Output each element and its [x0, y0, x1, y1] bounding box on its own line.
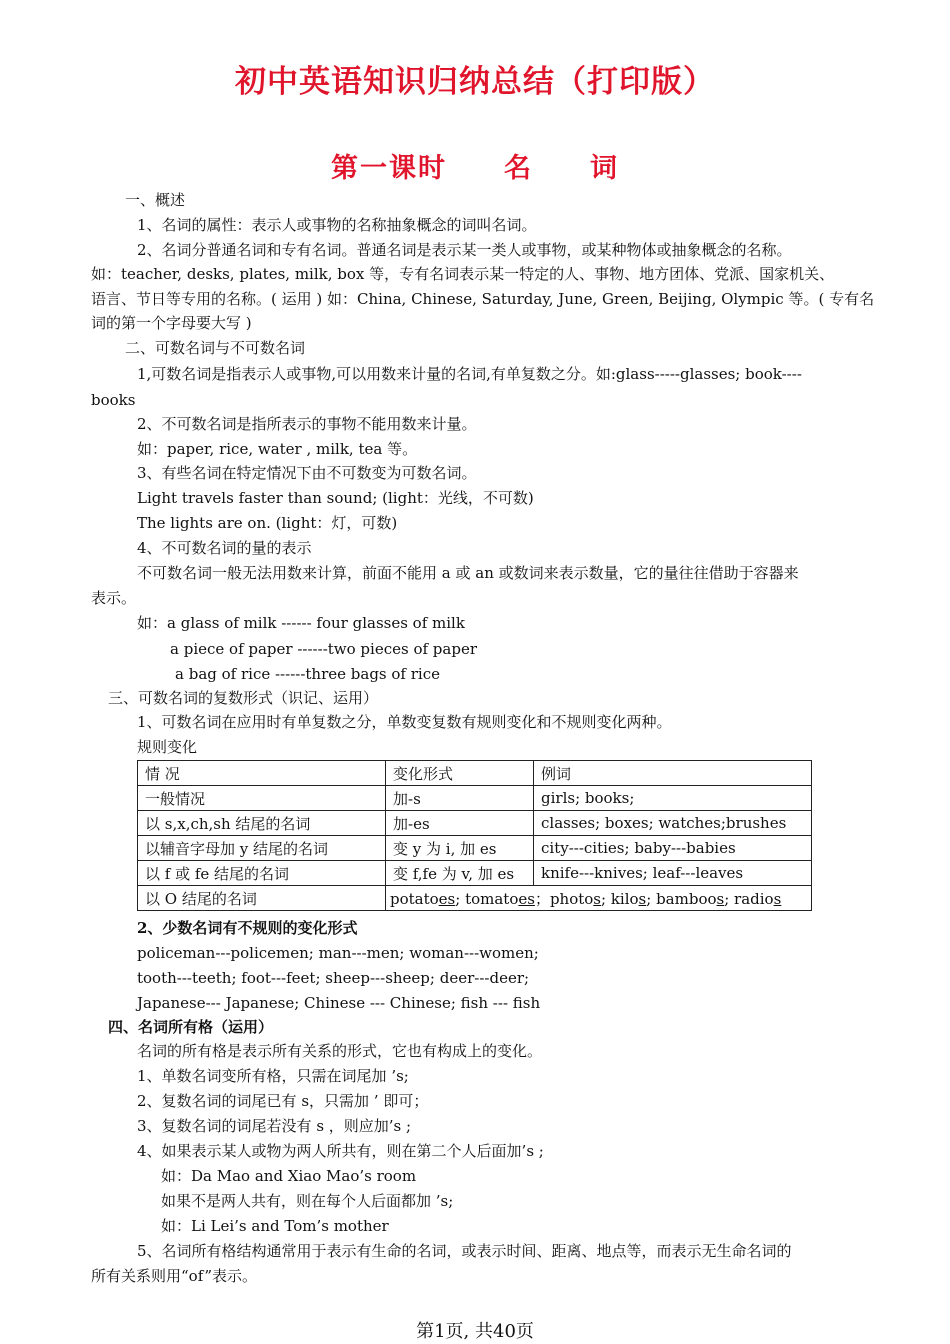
example-line: tooth---teeth; foot---feet; sheep---sheep; deer---deer;	[137, 969, 530, 987]
paragraph-line: 2、不可数名词是指所表示的事物不能用数来计量。	[137, 415, 477, 433]
example-word: ; kilo	[601, 889, 639, 908]
example-line: Light travels faster than sound; (light：光线，不可数)	[137, 489, 534, 507]
example-line: policeman---policemen; man---men; woman---women;	[137, 944, 539, 962]
paragraph-line: 1、单数名词变所有格，只需在词尾加 ’s;	[137, 1067, 409, 1085]
paragraph-line: 名词的所有格是表示所有关系的形式，它也有构成上的变化。	[137, 1042, 543, 1060]
table-cell: 以 f 或 fe 结尾的名词	[138, 861, 386, 886]
paragraph-line: 2、名词分普通名词和专有名词。普通名词是表示某一类人或事物，或某种物体或抽象概念的名称。	[137, 241, 792, 259]
table-row	[138, 836, 812, 861]
table-cell: 变 y 为 i, 加 es	[386, 836, 534, 861]
table-header-cell: 例词	[534, 761, 812, 786]
paragraph-line: 所有关系则用“of”表示。	[91, 1267, 258, 1285]
example-line: a bag of rice ------three bags of rice	[175, 665, 440, 683]
table-cell: 一般情况	[138, 786, 386, 811]
table-cell: 以 s,x,ch,sh 结尾的名词	[138, 811, 386, 836]
table-row	[138, 811, 812, 836]
plural-suffix: s	[593, 889, 601, 908]
section-heading: 一、概述	[125, 191, 186, 209]
example-line: The lights are on. (light：灯，可数)	[137, 514, 398, 532]
table-cell: 加-s	[386, 786, 534, 811]
table-row	[138, 861, 812, 886]
lesson-title: 第一课时 名 词	[331, 153, 619, 184]
table-cell: 变 f,fe 为 v, 加 es	[386, 861, 534, 886]
table-header-cell: 变化形式	[386, 761, 534, 786]
example-word: ; radio	[724, 889, 774, 908]
plural-suffix: es	[438, 889, 456, 908]
table-header-cell: 情 况	[138, 761, 386, 786]
paragraph-line: 4、如果表示某人或物为两人所共有，则在第二个人后面加’s ;	[137, 1142, 544, 1160]
paragraph-line: 3、复数名词的词尾若没有 s ，则应加’s ;	[137, 1117, 412, 1135]
plural-suffix: s	[638, 889, 647, 908]
paragraph-line: 1、名词的属性：表示人或事物的名称抽象概念的词叫名词。	[137, 216, 537, 234]
plural-suffix: es	[518, 889, 535, 908]
section-heading: 二、可数名词与不可数名词	[125, 339, 306, 357]
table-cell: 以 O 结尾的名词	[138, 886, 386, 911]
paragraph-line: 2、复数名词的词尾已有 s，只需加 ’ 即可；	[137, 1092, 429, 1110]
table-cell: girls; books;	[534, 786, 812, 811]
plural-rules-table	[137, 760, 812, 911]
example-line: Japanese--- Japanese; Chinese --- Chinese; fish --- fish	[137, 994, 541, 1012]
table-row	[138, 786, 812, 811]
example-word: ; bamboo	[646, 889, 717, 908]
paragraph-line: 1、可数名词在应用时有单复数之分，单数变复数有规则变化和不规则变化两种。	[137, 713, 672, 731]
paragraph-line: 词的第一个字母要大写 )	[91, 314, 252, 332]
table-header-row	[138, 761, 812, 786]
page-number: 第1页, 共40页	[416, 1321, 534, 1342]
paragraph-line: books	[91, 391, 136, 409]
paragraph-line: 1,可数名词是指表示人或事物,可以用数来计量的名词,有单复数之分。如:glass-----glasses; book----	[137, 365, 802, 383]
example-word: ; tomato	[455, 889, 519, 908]
table-caption: 规则变化	[137, 738, 198, 756]
example-word: ；photo	[534, 889, 594, 908]
paragraph-line: 2、少数名词有不规则的变化形式	[137, 919, 358, 937]
paragraph-line: 语言、节日等专用的名称。( 运用 ) 如：China, Chinese, Saturday, June, Green, Beijing, Olympic 等。( 专有名	[91, 290, 875, 308]
plural-suffix: s	[773, 889, 782, 908]
paragraph-line: 如：paper, rice, water , milk, tea 等。	[137, 440, 418, 458]
table-cell: 以辅音字母加 y 结尾的名词	[138, 836, 386, 861]
paragraph-line: 3、有些名词在特定情况下由不可数变为可数名词。	[137, 464, 477, 482]
table-cell: city---cities; baby---babies	[534, 836, 812, 861]
section-heading: 三、可数名词的复数形式（识记、运用）	[108, 689, 379, 707]
example-line: 如：a glass of milk ------ four glasses of milk	[137, 614, 465, 632]
paragraph-line: 表示。	[91, 589, 137, 607]
table-cell-examples	[386, 886, 812, 911]
example-line: 如：Da Mao and Xiao Mao’s room	[161, 1167, 417, 1185]
paragraph-line: 5、名词所有格结构通常用于表示有生命的名词，或表示时间、距离、地点等，而表示无生命名词的	[137, 1242, 792, 1260]
document-title: 初中英语知识归纳总结（打印版）	[235, 64, 715, 100]
plural-suffix: s	[716, 889, 725, 908]
table-cell: 加-es	[386, 811, 534, 836]
table-row	[138, 886, 812, 911]
example-line: 如：Li Lei’s and Tom’s mother	[161, 1217, 389, 1235]
paragraph-line: 如果不是两人共有，则在每个人后面都加 ’s;	[161, 1192, 454, 1210]
paragraph-line: 4、不可数名词的量的表示	[137, 539, 312, 557]
paragraph-line: 不可数名词一般无法用数来计算，前面不能用 a 或 an 或数词来表示数量，它的量往往借助于容器来	[137, 564, 799, 582]
example-word: potato	[390, 889, 439, 908]
table-cell: classes; boxes; watches;brushes	[534, 811, 812, 836]
section-heading: 四、名词所有格（运用）	[108, 1018, 274, 1036]
table-cell: knife---knives; leaf---leaves	[534, 861, 812, 886]
example-line: a piece of paper ------two pieces of paper	[170, 640, 477, 658]
paragraph-line: 如：teacher, desks, plates, milk, box 等，专有名词表示某一特定的人、事物、地方团体、党派、国家机关、	[91, 265, 835, 283]
